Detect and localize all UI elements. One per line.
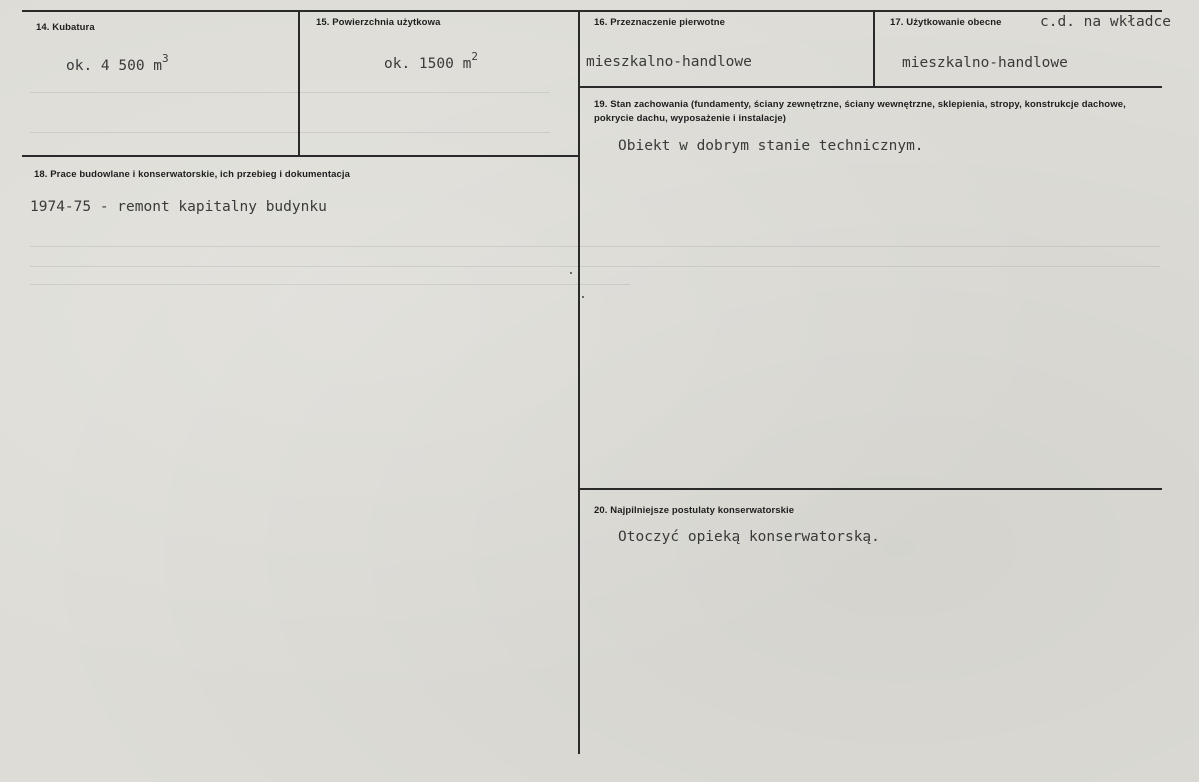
field-15-number: ok. 1500 m xyxy=(384,55,472,72)
field-20-label: 20. Najpilniejsze postulaty konserwatorskie xyxy=(594,505,795,516)
ink-dot xyxy=(570,272,572,274)
field-19-label: 19. Stan zachowania (fundamenty, ściany zewnętrzne, ściany wewnętrzne, sklepienia, stropy, konstrukcje dachowe, pokrycie dachu, wyposażenie i instalacje) xyxy=(594,99,1126,124)
ink-dot xyxy=(582,296,584,298)
divider-14-15 xyxy=(298,10,300,156)
background-ruling xyxy=(30,92,550,93)
field-18-value: 1974-75 - remont kapitalny budynku xyxy=(30,199,327,215)
background-ruling xyxy=(30,246,1160,247)
field-14-unit-exponent: 3 xyxy=(162,52,169,65)
background-ruling xyxy=(30,284,630,285)
field-15-label: 15. Powierzchnia użytkowa xyxy=(316,17,441,28)
divider-16-17 xyxy=(873,10,875,86)
field-18-label: 18. Prace budowlane i konserwatorskie, ich przebieg i dokumentacja xyxy=(34,169,350,180)
field-19-value: Obiekt w dobrym stanie technicznym. xyxy=(618,138,924,154)
rule-below-16-17 xyxy=(578,86,1162,88)
field-20-value: Otoczyć opieką konserwatorską. xyxy=(618,529,880,545)
field-14-label: 14. Kubatura xyxy=(36,22,95,33)
background-ruling xyxy=(30,266,1160,267)
top-rule xyxy=(22,10,1162,12)
field-16-value: mieszkalno-handlowe xyxy=(586,54,752,70)
divider-15-16 xyxy=(578,10,580,754)
field-14-number: ok. 4 500 m xyxy=(66,57,163,74)
field-17-value: mieszkalno-handlowe xyxy=(902,55,1068,71)
field-17-label: 17. Użytkowanie obecne xyxy=(890,17,1002,28)
rule-above-20 xyxy=(578,488,1162,490)
rule-below-14-15 xyxy=(22,155,580,157)
field-17-note: c.d. na wkładce xyxy=(1040,14,1171,30)
field-15-value xyxy=(384,52,478,72)
field-15-unit-exponent: 2 xyxy=(471,50,478,63)
field-16-label: 16. Przeznaczenie pierwotne xyxy=(594,17,725,28)
field-14-value xyxy=(66,54,169,74)
background-ruling xyxy=(30,132,550,133)
